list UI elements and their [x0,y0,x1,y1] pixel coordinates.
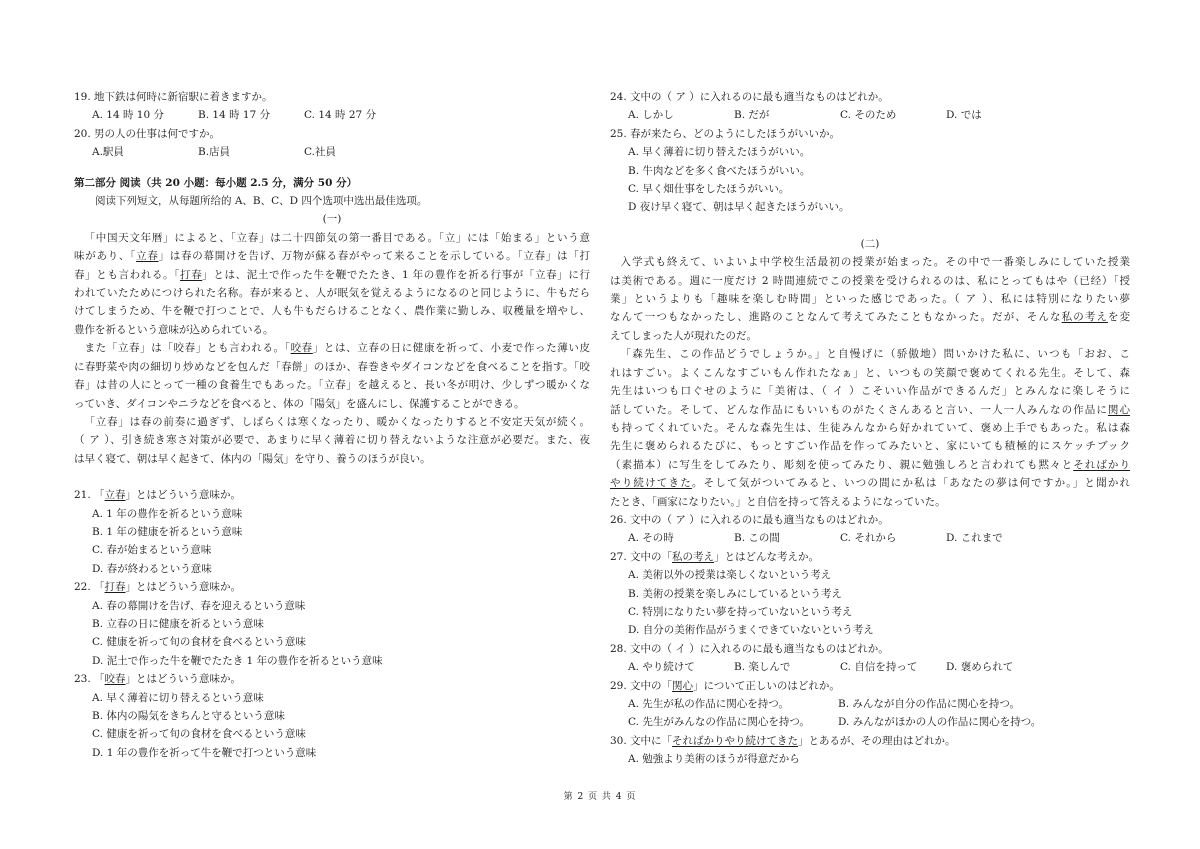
option: B. 美術の授業を楽しみにしているという考え [628,587,842,600]
question-28: 28. 文中の（ イ ）に入れるのに最も適当なものはどれか。 [610,642,889,655]
question-27 [610,548,1130,566]
text-run: （ ア ）、引き続き寒さ対策が必要で、あまりに早く薄着に切り替えないような注意が必要だ。また、夜 [74,434,590,447]
option-a: A.駅員 [92,146,124,159]
paragraph-line [610,401,1130,419]
underlined-term: 打春 [179,268,203,281]
question-26: 26. 文中の（ ア ）に入れるのに最も適当なものはどれか。 [610,513,889,526]
text-run: われていたためにつけられた名称。春が来ると、人が眠気を覚えるようになるのと同じように、牛もだら [74,287,590,300]
question-24-options [610,106,1130,124]
question-24: 24. 文中の（ ア ）に入れるのに最も適当なものはどれか。 [610,91,889,103]
option-a: A. 14 時 10 分 [92,109,164,122]
paragraph-line [610,437,1130,455]
question-28-options [610,658,1130,676]
text-run: 春」とも言われる。「 [74,268,180,281]
text-run: 豊作を祈るという意味が込められている。 [74,323,274,336]
option: B. 1 年の健康を祈るという意味 [92,525,243,538]
text-run: は美術である。週に一度だけ 2 時間連続でこの授業を受けられるのは、私にとってもはや（已经）「授 [610,274,1130,287]
text-run: に春野菜や肉の細切り炒めなどを包んだ「春餅」のほか、春巻きやダイコンなどを食べることを指す。「咬 [74,360,590,373]
option: A. 先生が私の作品に関心を持つ。 [628,698,789,710]
underlined-term: そればかり [1073,458,1130,471]
question-19-options [74,106,590,124]
question-30 [610,732,1130,750]
option: C. そのため [840,109,897,122]
text-run: 先生に褒められるたびに、もっとすごい作品を作ってみたいと、家にいても積極的にスケッチブック [610,440,1130,453]
text-run: 話していた。そして、どんな作品にもいいものがたくさんあると言い、一人一人みんなの作品に [610,403,1108,416]
option-row [610,695,1130,713]
option: B. みんなが自分の作品に関心を持つ。 [838,698,1020,710]
option: D. 1 年の豊作を祈って牛を鞭で打つという意味 [92,746,317,759]
paragraph-line [74,395,590,413]
option: A. 春の幕開けを告げ、春を迎えるという意味 [92,599,306,612]
text-run: 」とはどういう意味か。 [125,673,242,686]
passage1-paragraph2 [74,339,590,413]
text-run: 」とはどういう意味か。 [125,581,242,594]
question-23-options [74,689,590,763]
option-b: B. 14 時 17 分 [198,109,271,122]
paragraph-line [610,382,1130,400]
text-run: 30. 文中に「 [610,734,673,747]
question-25: 25. 春が来たら、どのようにしたほうがいいか。 [610,127,841,140]
question-29-options [610,695,1130,732]
paragraph-line [74,229,590,247]
text-run: 23. 「 [74,673,105,686]
option: D. みんながほかの人の作品に関心を持つ。 [838,716,1042,729]
option: A. 1 年の豊作を祈るという意味 [92,507,243,520]
paragraph-line [74,302,590,320]
text-run: も持ってくれていた。そんな森先生は、生徒みんなから好かれていて、褒め上手でもあった。私は森 [610,421,1130,434]
option: B. 楽しんで [734,661,791,674]
text-run: 27. 文中の「 [610,550,673,563]
underlined-term: 関心 [672,679,694,692]
passage2-paragraph2 [610,345,1130,511]
text-run: 。そして気がついてみると、いつの間にか私は「あなたの夢は何ですか。」と聞かれ [691,477,1130,490]
part2-title: 第二部分 阅读（共 20 小题：每小题 2.5 分，满分 50 分） [74,176,358,189]
paragraph-line [610,364,1130,382]
text-run: 先生はいつも口ぐせのように「美術は、（ イ ）こそいい作品ができるんだ」とみんなに楽しそうに [610,385,1130,398]
question-21-options [74,505,590,579]
text-run: は早く寝て、朝は早く起きて、体内の「陽気」を守り、養うのほうが良い。 [74,452,431,465]
option: D. 泥土で作った牛を鞭でたたき 1 年の豊作を祈るという意味 [92,654,383,667]
option: D. これまで [946,532,1003,545]
text-run: 」について正しいのはどれか。 [693,679,840,692]
text-run: 」は春の幕開けを告げ、万物が蘇る春がやって来ることを示している。「立春」は「打 [158,250,590,263]
text-run: 」とは、立春の日に健康を祈って、小麦で作った薄い皮 [312,342,590,355]
text-run: 」とは、泥土で作った牛を鞭でたたき、1 年の豊作を祈る行事が「立春」に行 [202,268,590,281]
paragraph-line [610,345,1130,363]
left-column [74,88,590,762]
option: B. この間 [734,532,780,545]
option-row [610,713,1130,731]
option: B. 立春の日に健康を祈るという意味 [92,617,264,630]
paragraph-line [74,450,590,468]
question-30-options [610,750,1130,768]
text-run: えてしまった人が現れたのだ。 [610,329,757,342]
option: D. では [946,109,982,122]
text-run: また「立春」は「咬春」とも言われる。「 [84,342,291,355]
text-run: なんて一つもなかったし、進路のことなんて考えてみたこともなかった。だが、そんな [610,311,1062,324]
option: C. 先生がみんなの作品に関心を持つ。 [628,716,810,729]
text-run: 春」は昔の人にとって一種の食養生でもあった。「立春」を越えると、長い冬が明け、少しずつ暖かくな [74,379,590,392]
text-run: 「森先生、この作品どうでしょうか。」と自慢げに（骄傲地）問いかけた私に、いつも「おお、こ [620,348,1130,361]
text-run: （素描本）に写生をしてみたり、彫刻を使ってみたり、親に勉強しろと言われても黙々と [610,458,1074,471]
passage1-paragraph3 [74,413,590,468]
passage2-paragraph1 [610,253,1130,345]
text-run: 味があり、「 [74,250,137,263]
option: B. 体内の陽気をきちんと守るという意味 [92,710,285,722]
question-29 [610,677,1130,695]
paragraph-line [610,474,1130,492]
paragraph-line [74,339,590,357]
paragraph-line [74,431,590,449]
text-run: けてしまうため、牛を鞭で打つことで、人も牛もだらけることなく、農作業に勤しみ、収穫量を増やし、 [74,305,590,318]
text-run: たとき、「画家になりたい。」と自信を持って答えるようになっていた。 [610,495,946,508]
paragraph-line [610,327,1130,345]
text-run: 22. 「 [74,581,105,594]
paragraph-line [74,358,590,376]
option-b: B.店員 [198,146,231,159]
text-run: 「中国天文年暦」によると、「立春」は二十四節気の第一番目である。「立」には「始まる」という意 [84,231,590,244]
option: C. 早く畑仕事をしたほうがいい。 [628,183,790,196]
option: D. 自分の美術作品がうまくできていないという考え [628,624,874,637]
text-run: 21. 「 [74,489,105,502]
text-run: 業」というよりも「趣味を楽しむ時間」といった感じであった。（ ア ）、私には特別になりたい夢 [610,293,1130,306]
paragraph-line [74,284,590,302]
text-run: 」とはどういう意味か。 [125,489,242,502]
right-column [610,88,1130,769]
option: C. それから [840,532,897,545]
underlined-term: 打春 [104,581,126,594]
option: B. だが [734,109,770,122]
instructions: 阅读下列短文，从每题所给的 A、B、C、D 四个选项中选出最佳选项。 [95,195,428,208]
paragraph-line [610,456,1130,474]
question-22-options [74,597,590,671]
passage1-paragraph1 [74,229,590,339]
underlined-term: 私の考え [1061,311,1108,324]
underlined-term: 私の考え [672,550,715,563]
paragraph-line [610,272,1130,290]
passage1-title: (一) [322,213,342,226]
option: A. やり続けて [628,661,695,674]
option: C. 春が始まるという意味 [92,544,212,557]
paragraph-line [610,253,1130,271]
option: A. 勉強より美術のほうが得意だから [628,753,800,766]
text-run: 」とあるが、その理由はどれか。 [798,734,956,747]
paragraph-line [74,247,590,265]
underlined-term: 咬春 [104,673,126,686]
underlined-term: 咬春 [290,342,313,355]
text-run: 」とはどんな考えか。 [714,550,820,563]
option: B. 牛肉などを多く食べたほうがいい。 [628,164,811,177]
paragraph-line [610,493,1130,511]
text-run: 入学式も終えて、いよいよ中学校生活最初の授業が始まった。その中で一番楽しみにしていた授業 [620,256,1130,269]
question-21 [74,486,590,504]
paragraph-line [74,376,590,394]
paragraph-line [610,419,1130,437]
text-run: 「立春」は春の前奏に過ぎず、しばらくは寒くなったり、暖かくなったりすると不安定天気が続く。 [84,415,590,428]
paragraph-line [74,321,590,339]
option-c: C. 14 時 27 分 [304,109,377,122]
page-footer: 第 2 页 共 4 页 [563,792,637,802]
option: C. 健康を祈って旬の食材を食べるという意味 [92,728,306,741]
option: A. 美術以外の授業は楽しくないという考え [628,569,832,582]
text-run: っていき、ダイコンやニラなどを食べると、体の「陽気」を盛んにし、保護することができる。 [74,397,525,410]
question-23 [74,670,590,688]
underlined-term: 関心 [1107,403,1130,416]
paragraph-line [610,308,1130,326]
question-20-options [74,143,590,161]
option-c: C.社員 [304,146,336,159]
question-26-options [610,529,1130,547]
underlined-term: そればかりやり続けてきた [672,734,799,747]
question-22 [74,578,590,596]
question-20: 20. 男の人の仕事は何ですか。 [74,127,221,140]
question-27-options [610,566,1130,640]
option: D. 春が終わるという意味 [92,562,212,575]
underlined-term: 立春 [104,489,126,502]
underlined-term: やり続けてきた [610,477,692,490]
text-run: を変 [1107,311,1130,324]
paragraph-line [74,413,590,431]
text-run: 29. 文中の「 [610,679,673,692]
paragraph-line [74,266,590,284]
question-25-options [610,143,1130,217]
underlined-term: 立春 [136,250,159,263]
option: A. 早く薄着に切り替えるという意味 [92,691,264,704]
option: C. 特別になりたい夢を持っていないという考え [628,605,853,618]
option: C. 健康を祈って旬の食材を食べるという意味 [92,636,306,649]
question-19: 19. 地下鉄は何時に新宿駅に着きますか。 [74,91,273,103]
option: D. 褒められて [946,661,1014,674]
paragraph-line [610,290,1130,308]
option: A. 早く薄着に切り替えたほうがいい。 [628,146,811,159]
option: A. しかし [628,109,674,122]
passage2-title: (二) [860,237,880,250]
option: A. その時 [628,532,674,545]
option: C. 自信を持って [840,661,918,674]
text-run: れはすごい。よくこんなすごいもん作れたなぁ」と、いつもの笑顔で褒めてくれる先生。そして、森 [610,366,1130,379]
option: D 夜け早く寝て、朝は早く起きたほうがいい。 [628,201,850,214]
